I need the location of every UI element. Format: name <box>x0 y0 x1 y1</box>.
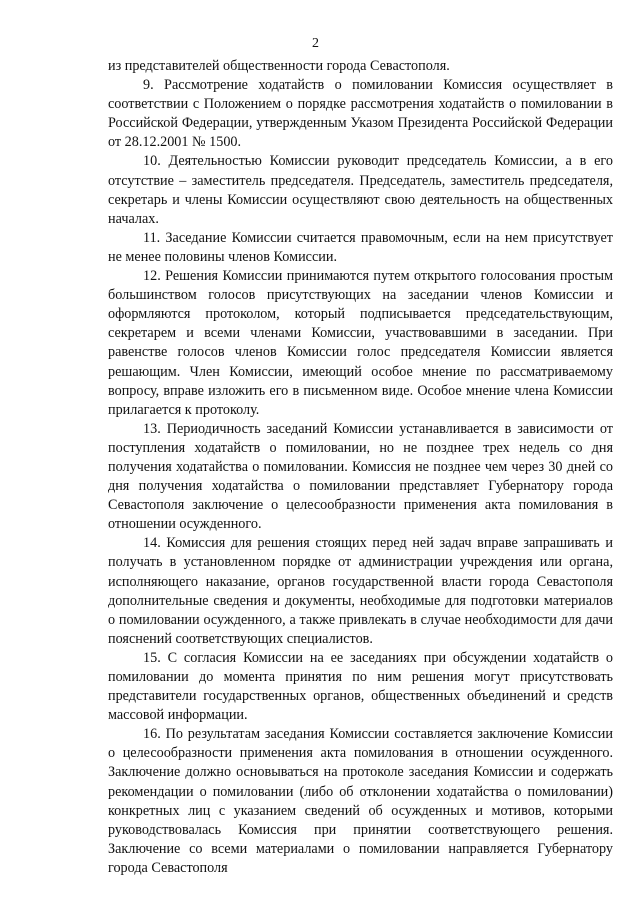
document-body <box>108 57 613 878</box>
page-number: 2 <box>312 36 319 51</box>
paragraph-continuation: из представителей общественности города Севастополя. <box>108 58 450 74</box>
paragraph-11: 11. Заседание Комиссии считается правомочным, если на нем присутствует не менее половины членов Комиссии. <box>108 229 613 265</box>
paragraph-10: 10. Деятельностью Комиссии руководит председатель Комиссии, а в его отсутствие – заместитель председателя. Председатель, заместитель председателя, секретарь и члены Комиссии осуществляют свою деятельность на общественных началах. <box>108 153 613 227</box>
paragraph-9: 9. Рассмотрение ходатайств о помиловании Комиссия осуществляет в соответствии с Положением о порядке рассмотрения ходатайств о помиловании в Российской Федерации, утвержденным Указом Президента Российской Федерации от 28.12.2001 № 1500. <box>108 77 613 151</box>
paragraph-16: 16. По результатам заседания Комиссии составляется заключение Комиссии о целесообразности применения акта помилования в отношении осужденного. Заключение должно основываться на протоколе заседания Комиссии и содержать рекомендации о помиловании (либо об отклонении ходатайства о помиловании) конкретных лиц с указанием сведений об осужденных и мотивов, которыми руководствовалась Комиссия при принятии соответствующего решения. Заключение со всеми материалами о помиловании направляется Губернатору города Севастополя <box>108 726 613 876</box>
paragraph-14: 14. Комиссия для решения стоящих перед ней задач вправе запрашивать и получать в установленном порядке от администрации учреждения или органа, исполняющего наказание, органов государственной власти города Севастополя дополнительные сведения и документы, необходимые для подготовки материалов о помиловании осужденного, а также привлекать в случае необходимости для дачи пояснений соответствующих специалистов. <box>108 535 613 647</box>
paragraph-15: 15. С согласия Комиссии на ее заседаниях при обсуждении ходатайств о помиловании до момента принятия по ним решения могут присутствовать представители государственных органов, общественных объединений и средств массовой информации. <box>108 649 613 724</box>
paragraph-13: 13. Периодичность заседаний Комиссии устанавливается в зависимости от поступления ходатайств о помиловании, но не позднее трех недель со дня получения ходатайства о помиловании. Комиссия не позднее чем через 30 дней со дня получения ходатайства о помиловании представляет Губернатору города Севастополя заключение о целесообразности применения акта помилования в отношении осужденного. <box>108 420 613 533</box>
paragraph-12: 12. Решения Комиссии принимаются путем открытого голосования простым большинством голосов присутствующих на заседании членов Комиссии и оформляются протоколом, который подписывается председательствующим, секретарем и всеми членами Комиссии, участвовавшими в заседании. При равенстве голосов членов Комиссии голос председателя Комиссии является решающим. Член Комиссии, имеющий особое мнение по рассматриваемому вопросу, вправе изложить его в письменном виде. Особое мнение члена Комиссии прилагается к протоколу. <box>108 268 613 418</box>
